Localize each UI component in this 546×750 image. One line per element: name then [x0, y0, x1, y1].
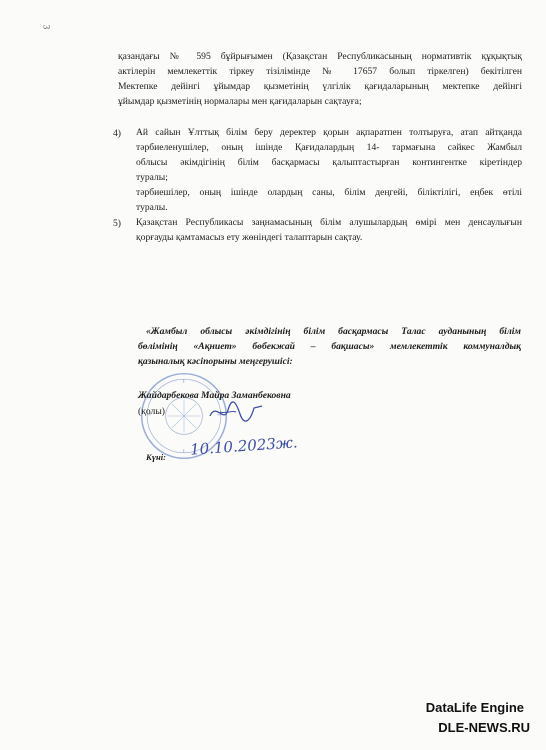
director-name: Жайдарбекова Майра Заманбековна: [138, 390, 291, 401]
list-item-line: тәрбиешілер, оның ішінде олардың саны, білім деңгейі, біліктілігі, еңбек өтілі: [136, 187, 522, 198]
body-line: Мектепке дейінгі ұйымдар қызметінің үлгілік қағидаларының мектепке дейінгі: [118, 81, 522, 92]
date-label: Күні:: [146, 452, 166, 462]
watermark-site: DLE-NEWS.RU: [438, 720, 530, 735]
signature-heading-line: «Жамбыл облысы әкімдігінің білім басқармасы Талас ауданының білім: [146, 326, 521, 337]
signature-heading-line: бөлімінің «Ақниет» бөбекжай – бақшасы» мемлекеттік коммуналдық: [138, 341, 521, 352]
handwritten-date: 10.10.2023ж.: [189, 433, 299, 459]
list-item-line: облысы әкімдігінің білім басқармасы қалыптастырған контингентке кіретіндер: [136, 157, 522, 168]
watermark-brand: DataLife Engine: [425, 700, 524, 715]
list-item-line: туралы;: [136, 172, 168, 183]
signature-heading-line: қазыналық кәсіпорыны меңгерушісі:: [138, 356, 293, 367]
list-item-line: қорғауды қамтамасыз ету жөніндегі талаптарын сақтау.: [136, 232, 363, 243]
page-marker: 3: [41, 24, 52, 30]
signature-label: (қолы): [138, 406, 165, 417]
body-line: қазандағы № 595 бұйрығымен (Қазақстан Республикасының нормативтік құқықтық: [118, 51, 522, 62]
list-item-line: Ай сайын Ұлттық білім беру деректер қорын ақпаратпен толтыруға, атап айтқанда: [136, 127, 522, 138]
list-number: 4): [113, 128, 121, 139]
list-item-line: тәрбиеленушілер, оның ішінде Қағидалардың 14- тармағына сәйкес Жамбыл: [136, 142, 522, 153]
body-line: актілерін мемлекеттік тіркеу тізілімінде № 17657 болып тіркелген) бекітілген: [118, 66, 522, 77]
list-number: 5): [113, 218, 121, 229]
body-line: ұйымдар қызметінің нормалары мен қағидаларын сақтауға;: [118, 96, 362, 107]
list-item-line: туралы.: [136, 202, 168, 213]
list-item-line: Қазақстан Республикасы заңнамасының білім алушылардың өмірі мен денсаулығын: [136, 217, 522, 228]
handwritten-signature: [206, 398, 266, 426]
